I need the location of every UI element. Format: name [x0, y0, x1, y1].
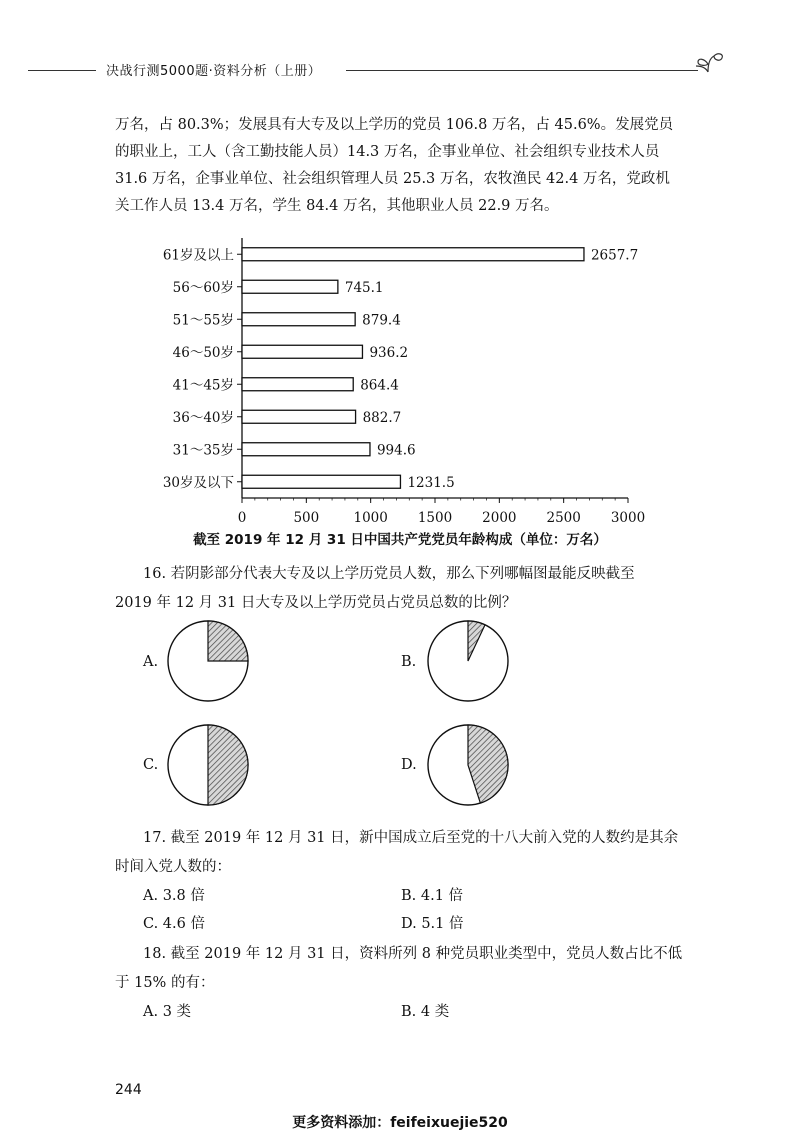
pie-option-d[interactable]	[425, 722, 511, 808]
question-16-line: 16. 若阴影部分代表大专及以上学历党员人数，那么下列哪幅图最能反映截至	[143, 566, 635, 582]
category-label: 61岁及以上	[162, 247, 234, 264]
category-label: 56～60岁	[172, 279, 234, 296]
pie-option-c[interactable]	[165, 722, 251, 808]
bar	[242, 313, 355, 326]
category-label: 51～55岁	[172, 312, 234, 329]
option-b-label[interactable]: B.	[401, 654, 417, 670]
sprout-icon	[692, 50, 726, 76]
header-title: 决战行测5000题·资料分析（上册）	[106, 64, 322, 79]
question-18	[115, 940, 715, 998]
page-number: 244	[115, 1082, 142, 1098]
bar	[242, 280, 338, 293]
value-label: 2657.7	[590, 247, 639, 264]
value-label: 864.4	[360, 377, 399, 394]
question-17-line: 17. 截至 2019 年 12 月 31 日，新中国成立后至党的十八大前入党的人数约是其余	[143, 830, 679, 846]
question-16	[115, 560, 715, 618]
category-label: 31～35岁	[172, 442, 234, 459]
bar	[242, 410, 356, 423]
option-d-label[interactable]: D.	[401, 757, 417, 773]
value-label: 936.2	[369, 344, 409, 361]
option-a-label[interactable]: A.	[143, 654, 159, 670]
x-tick-label: 1500	[417, 510, 453, 522]
bar	[242, 248, 584, 261]
question-17-line: 时间入党人数的：	[115, 859, 231, 875]
category-label: 30岁及以下	[162, 474, 234, 491]
category-label: 41～45岁	[172, 377, 234, 394]
pie-option-b[interactable]	[425, 618, 511, 704]
chart-caption: 截至 2019 年 12 月 31 日中国共产党党员年龄构成（单位：万名）	[193, 532, 607, 548]
value-label: 994.6	[376, 442, 416, 459]
x-tick-label: 2000	[482, 510, 517, 522]
question-16-line: 2019 年 12 月 31 日大专及以上学历党员占党员总数的比例？	[115, 595, 517, 611]
footer-note: 更多资料添加：feifeixuejie520	[292, 1115, 508, 1131]
category-label: 36～40岁	[172, 409, 234, 426]
q17-option-c[interactable]: C. 4.6 倍	[143, 916, 205, 932]
value-label: 882.7	[362, 409, 402, 426]
intro-paragraph	[115, 112, 715, 220]
x-tick-label: 2500	[546, 510, 581, 522]
x-tick-label: 500	[293, 510, 320, 522]
x-tick-label: 0	[237, 510, 247, 522]
header-rule-left	[28, 70, 96, 71]
age-bar-chart	[150, 232, 670, 522]
value-label: 879.4	[362, 312, 401, 329]
intro-line: 的职业上，工人（含工勤技能人员）14.3 万名，企事业单位、社会组织专业技术人员	[115, 144, 660, 160]
bar	[242, 345, 362, 358]
intro-line: 31.6 万名，企事业单位、社会组织管理人员 25.3 万名，农牧渔民 42.4 万名，党政机	[115, 171, 670, 187]
category-label: 46～50岁	[172, 344, 234, 361]
q17-option-a[interactable]: A. 3.8 倍	[143, 888, 205, 904]
pie-shaded-sector	[208, 621, 248, 661]
pie-shaded-sector	[208, 725, 248, 805]
intro-line: 万名，占 80.3%；发展具有大专及以上学历的党员 106.8 万名，占 45.6%。发展党员	[115, 117, 674, 133]
q17-option-d[interactable]: D. 5.1 倍	[401, 916, 464, 932]
x-tick-label: 1000	[353, 510, 388, 522]
question-17	[115, 824, 715, 882]
value-label: 1231.5	[407, 474, 455, 491]
question-18-line: 18. 截至 2019 年 12 月 31 日，资料所列 8 种党员职业类型中，党员人数占比不低	[143, 946, 683, 962]
value-label: 745.1	[344, 279, 384, 296]
running-header	[28, 60, 728, 80]
option-c-label[interactable]: C.	[143, 757, 159, 773]
question-18-line: 于 15% 的有：	[115, 975, 215, 991]
pie-option-a[interactable]	[165, 618, 251, 704]
bar	[242, 443, 370, 456]
header-rule-right	[346, 70, 698, 71]
intro-line: 关工作人员 13.4 万名，学生 84.4 万名，其他职业人员 22.9 万名。	[115, 198, 559, 214]
bar	[242, 475, 400, 488]
bar	[242, 378, 353, 391]
q18-option-b[interactable]: B. 4 类	[401, 1004, 450, 1020]
q17-option-b[interactable]: B. 4.1 倍	[401, 888, 464, 904]
q18-option-a[interactable]: A. 3 类	[143, 1004, 192, 1020]
x-tick-label: 3000	[610, 510, 646, 522]
